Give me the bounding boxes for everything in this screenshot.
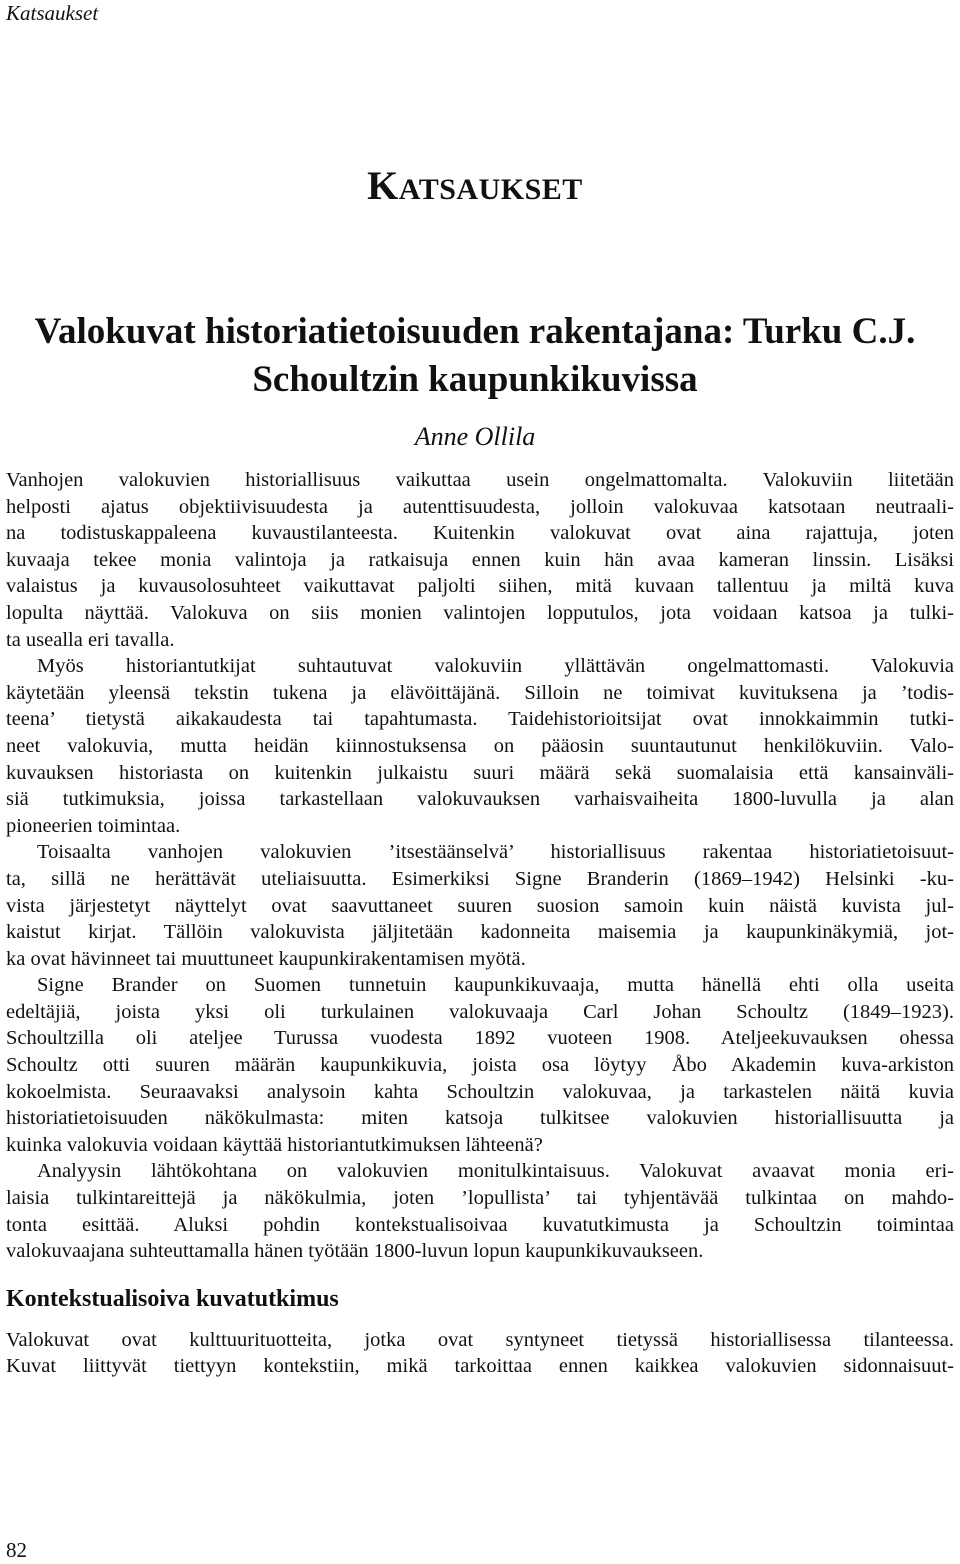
- text-line: pioneerien toimintaa.: [6, 814, 181, 837]
- article-title: [0, 308, 950, 404]
- article-title-line: Valokuvat historiatietoisuuden rakentajana: Turku C.J.: [34, 311, 916, 352]
- paragraph: [6, 1327, 954, 1380]
- text-line: vista järjestetyt näyttelyt ovat saavuttaneet suuren suosion samoin kuin näistä kuvista jul-: [6, 894, 954, 917]
- text-line: kuinka valokuvia voidaan käyttää historiantutkimuksen lähteenä?: [6, 1133, 543, 1156]
- text-line: Valokuvat ovat kulttuurituotteita, jotka ovat syntyneet tietyssä historiallisessa tilanteessa.: [6, 1328, 954, 1351]
- text-line: kokoelmista. Seuraavaksi analysoin kahta Schoultzin valokuvaa, ja tarkastelen näitä kuvia: [6, 1080, 954, 1103]
- text-line: kaistut kirjat. Tällöin valokuvista jäljitetään kadonneita maisemia ja kaupunkinäkymiä, jot-: [6, 921, 954, 944]
- article-title-line: Schoultzin kaupunkikuvissa: [252, 359, 698, 400]
- text-line: Toisaalta vanhojen valokuvien ’itsestäänselvä’ historiallisuus rakentaa historiatietoisuut-: [37, 841, 954, 864]
- text-line: teena’ tietystä aikakaudesta tai tapahtumasta. Taidehistorioitsijat ovat innokkaimmin tutki-: [6, 708, 954, 731]
- text-line: ta, sillä ne herättävät uteliaisuutta. Esimerkiksi Signe Branderin (1869–1942) Helsinki -ku-: [6, 867, 954, 890]
- text-line: valaistus ja kuvausolosuhteet vaikuttavat paljolti siihen, mitä kuvaan tallentuu ja miltä kuva: [6, 575, 954, 598]
- paragraph: [6, 839, 954, 972]
- text-line: siä tutkimuksia, joissa tarkastellaan valokuvauksen varhaisvaiheita 1800-luvulla ja alan: [6, 788, 954, 811]
- text-line: historiatietoisuuden näkökulmasta: miten katsoja tulkitsee valokuvien historiallisuutta ja: [6, 1107, 954, 1130]
- paragraph: [6, 653, 954, 839]
- text-line: käytetään yleensä tekstin tukena ja elävöittäjänä. Silloin ne toimivat kuvituksena ja ’todis-: [6, 681, 954, 704]
- text-line: Kuvat liittyvät tiettyyn kontekstiin, mikä tarkoittaa ennen kaikkea valokuvien sidonnaisuut-: [6, 1355, 954, 1378]
- page-number: 82: [6, 1538, 27, 1562]
- text-line: Schoultz otti suuren määrän kaupunkikuvia, joista osa löytyy Åbo Akademin kuva-arkiston: [6, 1054, 954, 1077]
- paragraph: [6, 1158, 954, 1264]
- text-line: neet valokuvia, mutta heidän kiinnostuksensa on pääosin suuntautunut henkilökuviin. Valo-: [6, 734, 954, 757]
- text-line: Schoultzilla oli ateljee Turussa vuodesta 1892 vuoteen 1908. Ateljeekuvauksen ohessa: [6, 1027, 954, 1050]
- text-line: Signe Brander on Suomen tunnetuin kaupunkikuvaaja, mutta hänellä ehti olla useita: [37, 974, 954, 997]
- text-line: na todistuskappaleena kuvaustilanteesta. Kuitenkin valokuvat ovat aina rajattuja, joten: [6, 522, 954, 545]
- paragraph: [6, 467, 954, 653]
- text-line: laisia tulkintareittejä ja näkökulmia, joten ’lopullista’ tai tyhjentävää tulkintaa on mahdo-: [6, 1187, 954, 1210]
- paragraph: [6, 972, 954, 1158]
- text-line: ka ovat hävinneet tai muuttuneet kaupunkirakentamisen myötä.: [6, 947, 526, 970]
- paragraphs: [6, 467, 954, 1265]
- text-line: tonta esittää. Aluksi pohdin kontekstualisoivaa kuvatutkimusta ja Schoultzin toimintaa: [6, 1213, 954, 1236]
- section-title-rest: ATSAUKSET: [398, 173, 583, 206]
- text-line: Myös historiantutkijat suhtautuvat valokuviin yllättävän ongelmattomasti. Valokuvia: [37, 655, 954, 678]
- subheading: Kontekstualisoiva kuvatutkimus: [6, 1285, 339, 1312]
- text-line: ta usealla eri tavalla.: [6, 628, 175, 651]
- text-line: Vanhojen valokuvien historiallisuus vaikuttaa usein ongelmattomalta. Valokuviin liitetään: [6, 469, 954, 491]
- author-name: Anne Ollila: [414, 422, 536, 451]
- text-line: edeltäjiä, joista yksi oli turkulainen valokuvaaja Carl Johan Schoultz (1849–1923).: [6, 1000, 954, 1023]
- text-line: lopulta näyttää. Valokuva on siis monien valintojen lopputulos, jota voidaan katsoa ja tulki-: [6, 601, 954, 624]
- running-head: Katsaukset: [6, 1, 99, 25]
- section-title: [0, 162, 950, 209]
- text-line: kuvaaja tekee monia valintoja ja ratkaisuja ennen kuin hän avaa kameran linssin. Lisäksi: [6, 548, 954, 571]
- article-body: [6, 467, 954, 1380]
- text-line: valokuvaajana suhteuttamalla hänen työtään 1800-luvun lopun kaupunkikuvaukseen.: [6, 1240, 704, 1263]
- section-title-initial: K: [367, 163, 399, 208]
- text-line: Analyysin lähtökohtana on valokuvien monitulkintaisuus. Valokuvat avaavat monia eri-: [37, 1160, 954, 1183]
- text-line: helposti ajatus objektiivisuudesta ja autenttisuudesta, jolloin valokuvaa katsotaan neutraali-: [6, 495, 954, 518]
- text-line: kuvauksen historiasta on kuitenkin julkaistu suuri määrä sekä suomalaisia että kansainväli-: [6, 761, 954, 784]
